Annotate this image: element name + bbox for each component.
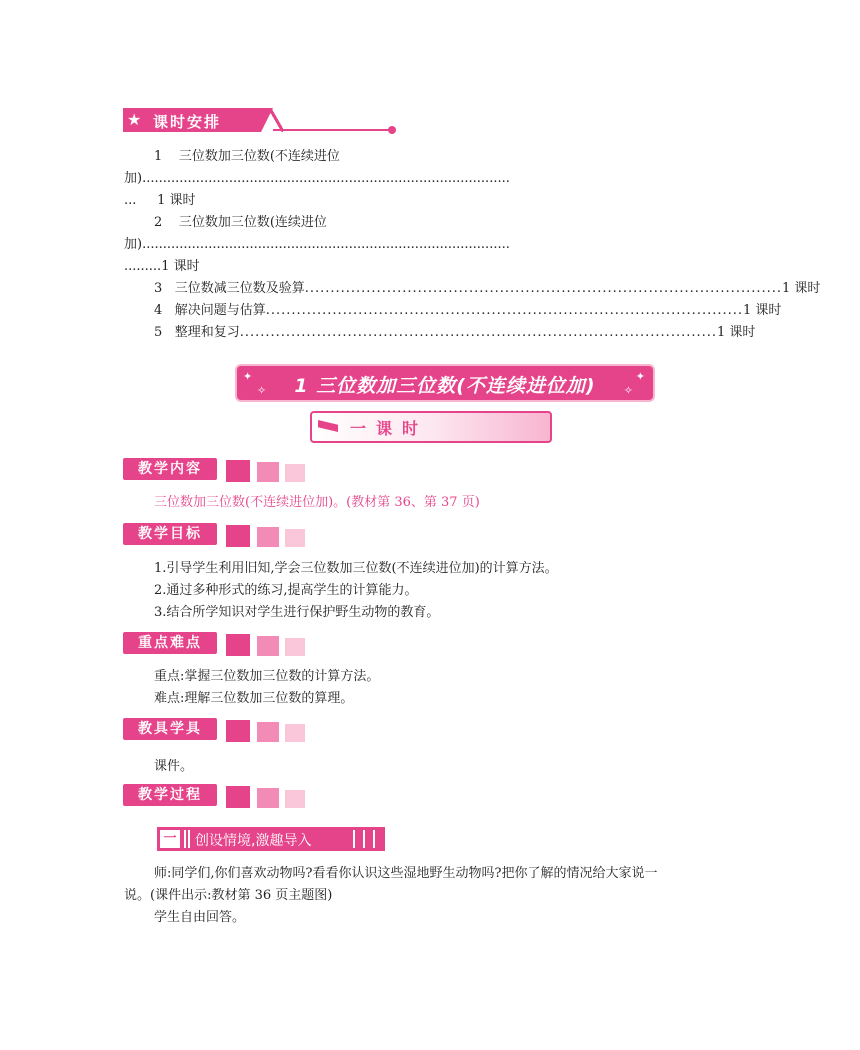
item-title-tail: 加) <box>124 171 143 186</box>
item-number: 4 <box>154 303 163 318</box>
divider <box>188 830 190 848</box>
leader-dots: ......................................................................................... <box>142 171 510 186</box>
leader-dots: ......................................................................................... <box>142 237 510 252</box>
sparkle-icon: ✧ <box>257 384 267 397</box>
section-title: 教具学具 <box>123 718 217 740</box>
list-item-cont <box>124 256 724 278</box>
sparkle-icon: ✧ <box>623 384 633 397</box>
star-icon: ★ <box>127 110 142 129</box>
divider <box>353 830 355 848</box>
item-hours: 1 课时 <box>743 303 782 318</box>
schedule-header <box>123 108 395 134</box>
flag-icon <box>318 420 338 432</box>
sparkle-icon: ✦ <box>635 370 645 383</box>
item-number: 3 <box>154 281 163 296</box>
list-item <box>124 322 756 344</box>
section-title: 教学目标 <box>123 523 217 545</box>
period-header <box>310 411 552 443</box>
leader-dots: ............................................................................................. <box>239 325 718 340</box>
leader-dots: ............................................................................................. <box>265 303 744 318</box>
deco-block <box>257 788 279 808</box>
item-title: 整理和复习 <box>174 325 240 340</box>
lesson-title: 1 三位数加三位数(不连续进位加) <box>294 375 596 397</box>
list-item <box>124 300 782 322</box>
deco-block <box>257 462 279 482</box>
item-hours: 1 课时 <box>782 281 821 296</box>
deco-block <box>257 636 279 656</box>
item-title: 三位数加三位数(不连续进位 <box>178 149 340 164</box>
deco-block <box>257 722 279 742</box>
deco-block <box>226 720 250 742</box>
step-header <box>157 827 385 851</box>
deco-block <box>285 464 305 482</box>
lesson-banner <box>237 366 653 400</box>
deco-block <box>285 724 305 742</box>
item-number: 2 <box>154 215 163 230</box>
content-text: 三位数加三位数(不连续进位加)。(教材第 36、第 37 页) <box>154 495 480 510</box>
section-title: 教学过程 <box>123 784 217 806</box>
leader-dots: ... <box>124 193 158 208</box>
section-title: 教学内容 <box>123 458 217 480</box>
item-hours: 1 课时 <box>161 259 200 274</box>
goal-item: 1.引导学生利用旧知,学会三位数加三位数(不连续进位加)的计算方法。 <box>154 561 558 576</box>
list-item-cont <box>124 234 724 256</box>
item-hours: 1 课时 <box>717 325 756 340</box>
item-title: 三位数加三位数(连续进位 <box>178 215 327 230</box>
item-number: 1 <box>154 149 163 164</box>
process-paragraph <box>124 863 724 929</box>
deco-block <box>226 634 250 656</box>
deco-block <box>285 529 305 547</box>
tools-text: 课件。 <box>154 759 194 774</box>
schedule-title: 课时安排 <box>153 113 222 131</box>
schedule-list <box>124 146 821 344</box>
deco-block <box>285 638 305 656</box>
header-underline <box>273 129 391 131</box>
difficult-point: 难点:理解三位数加三位数的算理。 <box>154 691 354 706</box>
teacher-line: 说。(课件出示:教材第 36 页主题图) <box>124 888 333 903</box>
header-dot <box>388 126 396 134</box>
step-title: 创设情境,激趣导入 <box>195 833 312 849</box>
goal-item: 2.通过多种形式的练习,提高学生的计算能力。 <box>154 583 418 598</box>
list-item <box>124 278 821 300</box>
divider <box>184 830 186 848</box>
deco-block <box>226 525 250 547</box>
key-point: 重点:掌握三位数加三位数的计算方法。 <box>154 669 380 684</box>
period-title: 一课时 <box>350 419 429 438</box>
student-line: 学生自由回答。 <box>154 910 246 925</box>
leader-dots: ............................................................................................. <box>304 281 783 296</box>
deco-block <box>285 790 305 808</box>
divider <box>373 830 375 848</box>
teacher-line: 师:同学们,你们喜欢动物吗?看看你认识这些湿地野生动物吗?把你了解的情况给大家说一 <box>154 866 658 881</box>
section-title: 重点难点 <box>123 632 217 654</box>
goal-item: 3.结合所学知识对学生进行保护野生动物的教育。 <box>154 605 440 620</box>
item-hours: 1 课时 <box>157 193 196 208</box>
list-item-cont <box>124 190 724 212</box>
divider <box>363 830 365 848</box>
list-item <box>124 146 724 168</box>
step-number: 一 <box>160 830 180 848</box>
deco-block <box>226 460 250 482</box>
deco-block <box>257 527 279 547</box>
deco-block <box>226 786 250 808</box>
item-title: 解决问题与估算 <box>174 303 266 318</box>
list-item-cont <box>124 168 724 190</box>
leader-dots: ......... <box>124 259 162 274</box>
list-item <box>124 212 724 234</box>
sparkle-icon: ✦ <box>243 370 253 383</box>
item-title: 三位数减三位数及验算 <box>174 281 305 296</box>
item-number: 5 <box>154 325 163 340</box>
item-title-tail: 加) <box>124 237 143 252</box>
